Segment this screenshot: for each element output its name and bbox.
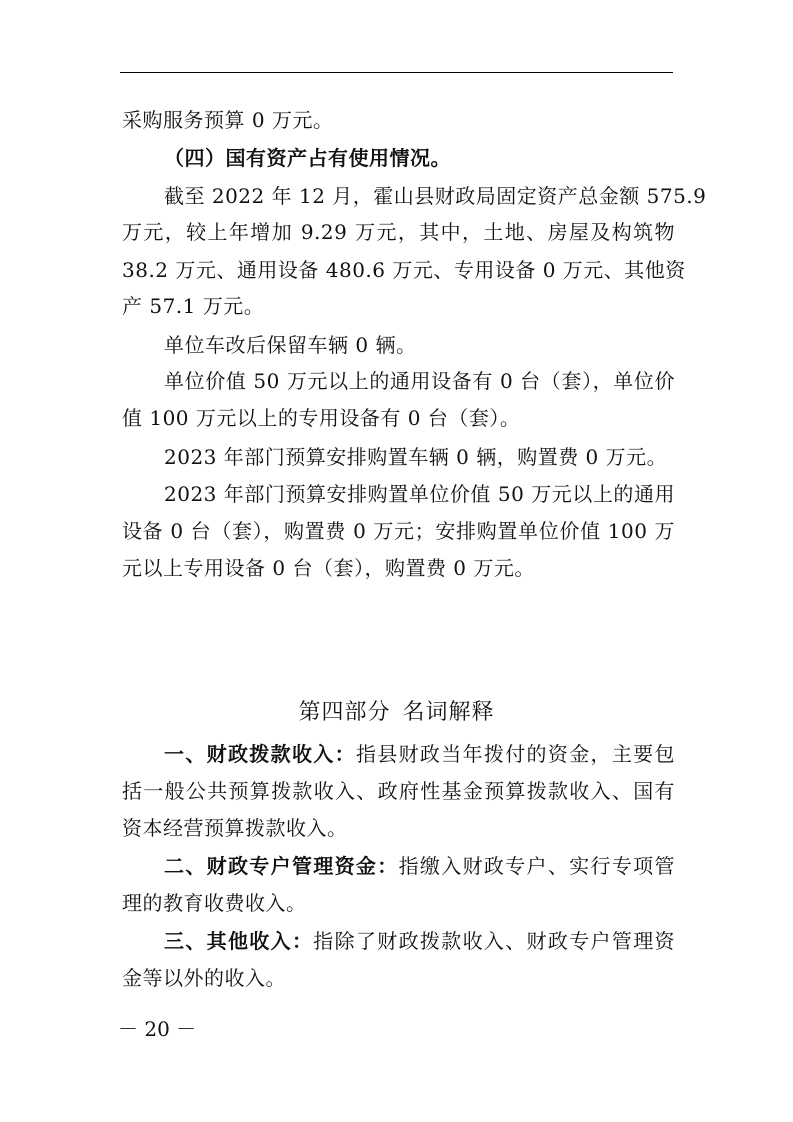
- page-number: － 20 －: [118, 1017, 197, 1041]
- section-subheading: （四）国有资产占有使用情况。: [164, 146, 451, 170]
- paragraph-line: 2023 年部门预算安排购置单位价值 50 万元以上的通用: [164, 482, 675, 506]
- term-entry: [164, 742, 675, 766]
- term-text: 指县财政当年拨付的资金，主要包: [355, 742, 676, 766]
- paragraph-line: 理的教育收费收入。: [122, 891, 307, 915]
- paragraph-line: 万元，较上年增加 9.29 万元，其中，土地、房屋及构筑物: [122, 220, 675, 244]
- term-text: 指除了财政拨款收入、财政专户管理资: [313, 929, 676, 953]
- term-heading: 二、财政专户管理资金：: [164, 854, 399, 878]
- header-rule: [120, 72, 673, 73]
- term-heading: 三、其他收入：: [164, 929, 314, 953]
- term-entry: [164, 854, 675, 878]
- paragraph-line: 采购服务预算 0 万元。: [122, 108, 334, 132]
- part-heading: [0, 699, 793, 727]
- paragraph-line: 设备 0 台（套），购置费 0 万元；安排购置单位价值 100 万: [122, 519, 675, 543]
- paragraph-line: 元以上专用设备 0 台（套），购置费 0 万元。: [122, 556, 535, 580]
- term-entry: [164, 929, 675, 953]
- paragraph-line: 金等以外的收入。: [122, 966, 286, 990]
- term-heading: 一、财政拨款收入：: [164, 742, 356, 766]
- term-text: 指缴入财政专户、实行专项管: [398, 854, 676, 878]
- part-number: 第四部分: [298, 700, 391, 725]
- part-title: 名词解释: [402, 700, 495, 725]
- paragraph-line: 单位价值 50 万元以上的通用设备有 0 台（套），单位价: [164, 369, 675, 393]
- paragraph-line: 括一般公共预算拨款收入、政府性基金预算拨款收入、国有: [122, 779, 675, 803]
- paragraph-line: 截至 2022 年 12 月，霍山县财政局固定资产总金额 575.9: [164, 184, 707, 208]
- paragraph-line: 38.2 万元、通用设备 480.6 万元、专用设备 0 万元、其他资: [122, 258, 686, 282]
- paragraph-line: 2023 年部门预算安排购置车辆 0 辆，购置费 0 万元。: [164, 445, 668, 469]
- paragraph-line: 单位车改后保留车辆 0 辆。: [164, 333, 417, 357]
- paragraph-line: 值 100 万元以上的专用设备有 0 台（套）。: [122, 406, 521, 430]
- paragraph-line: 资本经营预算拨款收入。: [122, 816, 348, 840]
- paragraph-line: 产 57.1 万元。: [122, 294, 265, 318]
